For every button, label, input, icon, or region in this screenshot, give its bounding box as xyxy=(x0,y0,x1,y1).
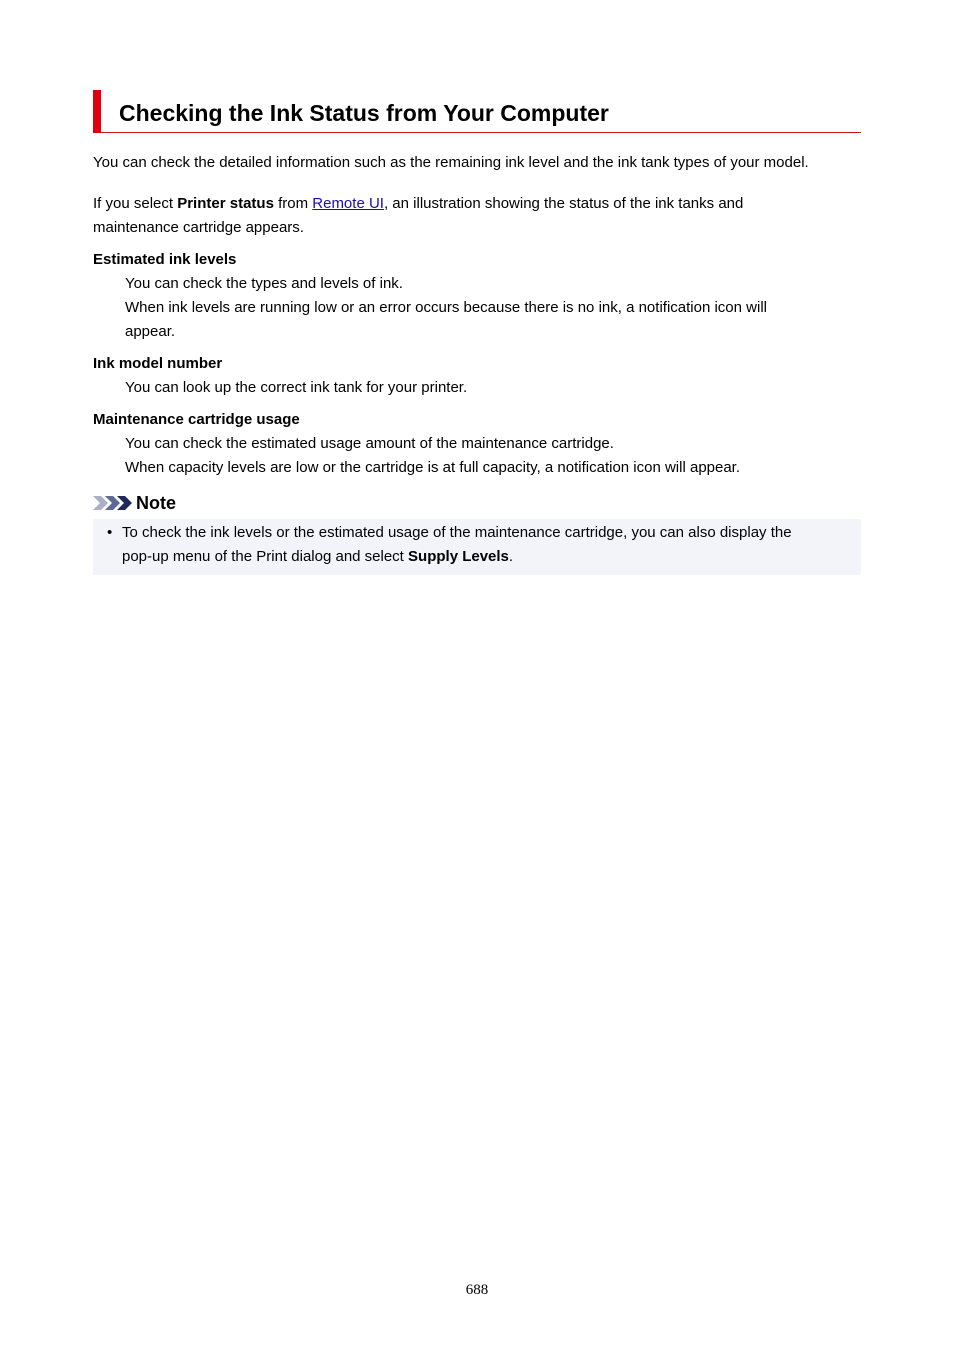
page-number: 688 xyxy=(465,1282,489,1298)
note-box xyxy=(93,519,861,575)
page-title: Checking the Ink Status from Your Computer xyxy=(119,100,609,126)
select-text-3: , an illustration showing the status of the ink tanks and xyxy=(383,195,744,212)
term-estimated-ink-levels: Estimated ink levels xyxy=(93,251,237,268)
note-arrows-icon xyxy=(93,495,133,511)
select-paragraph-line-2: maintenance cartridge appears. xyxy=(93,219,304,236)
desc-estimated-ink-line-1: You can check the types and levels of ink. xyxy=(125,275,403,292)
supply-levels-bold: Supply Levels xyxy=(408,548,509,565)
note-line-2-end: . xyxy=(508,548,514,565)
select-text-1: If you select xyxy=(93,195,178,212)
desc-maintenance-line-1: You can check the estimated usage amount of the maintenance cartridge. xyxy=(125,435,614,452)
desc-estimated-ink-line-3: appear. xyxy=(125,323,176,340)
heading-accent-bar xyxy=(93,90,101,133)
note-label: Note xyxy=(136,493,176,513)
note-line-2-text: pop-up menu of the Print dialog and select xyxy=(122,548,409,565)
note-bullet: • xyxy=(107,524,113,541)
desc-ink-model-line-1: You can look up the correct ink tank for your printer. xyxy=(125,379,468,396)
desc-maintenance-line-2: When capacity levels are low or the cartridge is at full capacity, a notification icon will appear. xyxy=(125,459,741,476)
term-maintenance-cartridge-usage: Maintenance cartridge usage xyxy=(93,411,300,428)
select-text-2: from xyxy=(273,195,313,212)
section-heading xyxy=(93,90,861,133)
select-paragraph-line-1 xyxy=(93,192,743,216)
remote-ui-link[interactable]: Remote UI xyxy=(312,195,384,212)
note-line-1: To check the ink levels or the estimated usage of the maintenance cartridge, you can also display the xyxy=(122,524,792,541)
desc-estimated-ink-line-2: When ink levels are running low or an error occurs because there is no ink, a notification icon will xyxy=(125,299,767,316)
note-line-2 xyxy=(122,545,513,569)
term-ink-model-number: Ink model number xyxy=(93,355,223,372)
printer-status-bold: Printer status xyxy=(177,195,274,212)
intro-paragraph: You can check the detailed information such as the remaining ink level and the ink tank types of your model. xyxy=(93,154,809,171)
